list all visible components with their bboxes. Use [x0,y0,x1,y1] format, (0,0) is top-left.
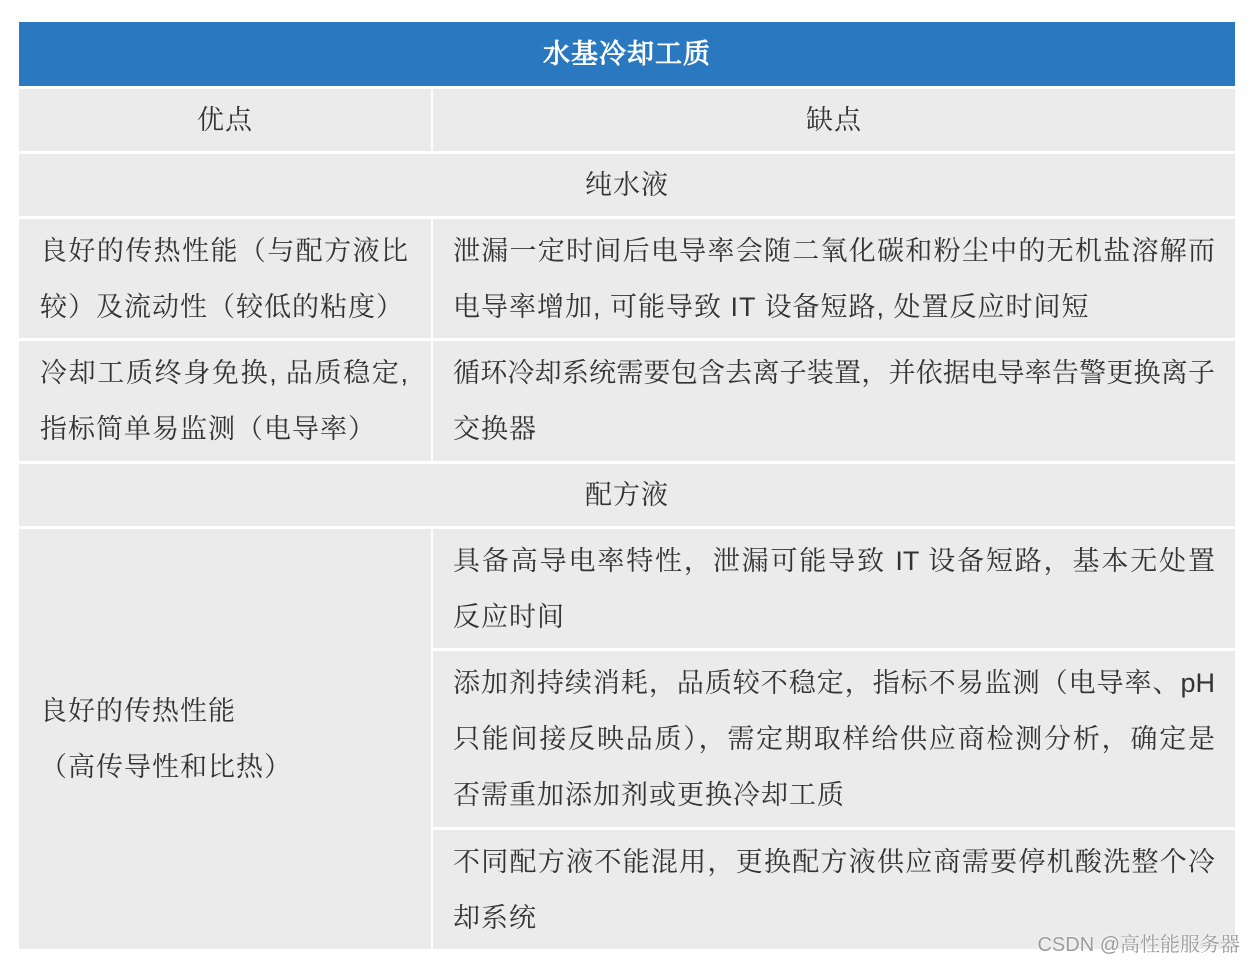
cell-line: 指标简单易监测（电导率） [40,414,376,444]
comparison-table [19,22,1235,949]
section-header-label: 配方液 [585,480,669,510]
cell-line: 良好的传热性能（与配方液比 [40,235,408,266]
pros-cell [19,219,431,338]
cell-line: 反应时间 [453,601,565,632]
column-header-cons [433,89,1235,151]
cell-line: 冷却工质终身免换, 品质稳定, [40,358,408,388]
cons-cell [433,341,1235,461]
table-title-cell [19,22,1235,86]
cell-line: 循环冷却系统需要包含去离子装置，并依据电导率告警更换离子 [453,358,1215,388]
cell-line: 良好的传热性能 [40,696,236,726]
column-header-cons-label: 缺点 [806,105,862,135]
cell-line: 添加剂持续消耗，品质较不稳定，指标不易监测（电导率、pH [453,668,1215,698]
cell-line: 交换器 [453,414,537,444]
cell-line: 具备高导电率特性，泄漏可能导致 IT 设备短路，基本无处置 [453,545,1215,576]
column-header-pros [19,89,431,151]
section-header-formulated-fluid [19,464,1235,526]
cons-cell [433,651,1235,827]
cell-line: 泄漏一定时间后电导率会随二氧化碳和粉尘中的无机盐溶解而 [453,235,1215,266]
cell-line: （高传导性和比热） [40,752,292,782]
table-title: 水基冷却工质 [543,39,711,69]
pros-cell [19,341,431,461]
cons-cell [433,219,1235,338]
column-header-pros-label: 优点 [197,105,253,135]
section-header-label: 纯水液 [585,170,669,200]
cons-cell [433,529,1235,648]
watermark: CSDN @高性能服务器 [1037,934,1240,956]
cons-cell [433,830,1235,949]
cell-line: 却系统 [453,902,537,933]
section-header-pure-water [19,154,1235,216]
cell-line: 否需重加添加剂或更换冷却工质 [453,780,845,810]
pros-cell [19,529,431,949]
cell-line: 不同配方液不能混用，更换配方液供应商需要停机酸洗整个冷 [453,846,1215,877]
cell-line: 电导率增加, 可能导致 IT 设备短路, 处置反应时间短 [453,291,1090,322]
cell-line: 只能间接反映品质），需定期取样给供应商检测分析，确定是 [453,724,1215,754]
cell-line: 较）及流动性（较低的粘度） [40,291,404,322]
